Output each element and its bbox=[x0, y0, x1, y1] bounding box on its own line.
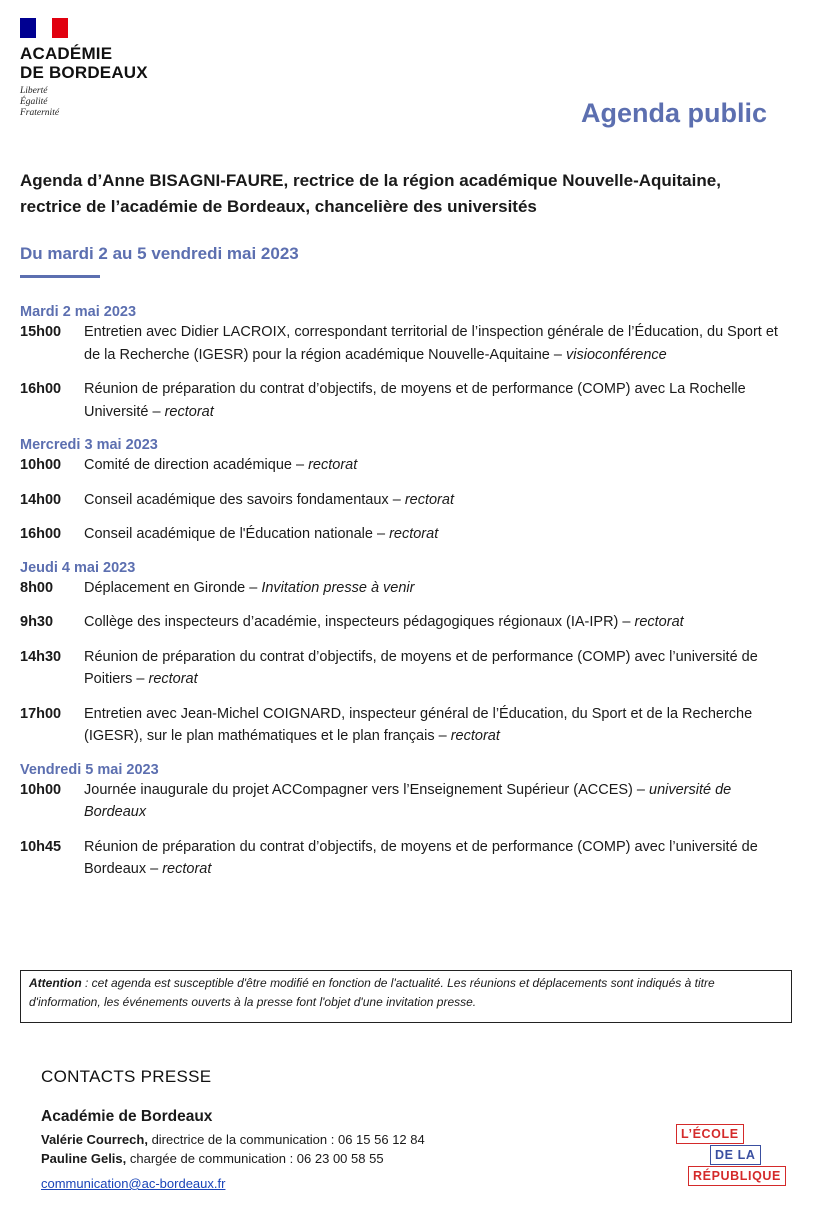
contacts-heading: CONTACTS PRESSE bbox=[41, 1067, 212, 1086]
agenda-day bbox=[20, 761, 790, 881]
contact-name: Valérie Courrech, bbox=[41, 1132, 148, 1147]
contact-role: directrice de la communication : 06 15 56 12 84 bbox=[147, 1132, 425, 1147]
event-location: rectorat bbox=[634, 614, 684, 630]
academie-logo bbox=[20, 18, 148, 119]
agenda-day bbox=[20, 303, 790, 423]
agenda-event bbox=[20, 836, 790, 881]
agenda-event bbox=[20, 454, 790, 477]
event-time: 10h00 bbox=[20, 781, 62, 798]
event-time: 17h00 bbox=[20, 705, 62, 722]
event-description bbox=[84, 703, 790, 748]
event-location: visioconférence bbox=[566, 346, 667, 363]
event-time: 16h00 bbox=[20, 526, 62, 542]
event-location: rectorat bbox=[308, 457, 358, 473]
event-location: Invitation presse à venir bbox=[261, 579, 415, 596]
event-location: rectorat bbox=[164, 403, 214, 420]
event-location: université de Bordeaux bbox=[84, 781, 732, 820]
motto-fraternite: Fraternité bbox=[20, 108, 60, 118]
contact-role: chargée de communication : 06 23 00 58 55 bbox=[126, 1151, 384, 1166]
agenda-event bbox=[20, 378, 790, 423]
agenda-event bbox=[20, 523, 790, 546]
event-time: 14h00 bbox=[20, 491, 62, 508]
page-title: Agenda d’Anne BISAGNI-FAURE, rectrice de la région académique Nouvelle-Aquitaine, rectrice de l’académie de Bordeaux, chancelière des universités bbox=[20, 171, 721, 216]
day-title: Jeudi 4 mai 2023 bbox=[20, 559, 136, 576]
motto-liberte: Liberté bbox=[20, 86, 48, 96]
motto-egalite: Égalité bbox=[20, 97, 48, 107]
day-title: Vendredi 5 mai 2023 bbox=[20, 761, 159, 778]
event-description bbox=[84, 779, 790, 824]
contact-email-link[interactable]: communication@ac-bordeaux.fr bbox=[41, 1176, 226, 1191]
event-description bbox=[84, 454, 790, 477]
ecole-logo-line2: DE LA bbox=[710, 1145, 761, 1165]
republic-motto bbox=[20, 86, 148, 119]
event-time: 14h30 bbox=[20, 648, 62, 665]
contact-person bbox=[41, 1150, 384, 1167]
event-time: 10h00 bbox=[20, 457, 62, 473]
event-time: 8h00 bbox=[20, 579, 54, 596]
event-text: Déplacement en Gironde – bbox=[84, 579, 262, 596]
event-description bbox=[84, 378, 790, 423]
event-text: Réunion de préparation du contrat d’objectifs, de moyens et de performance (COMP) avec l’université de Bordeaux – bbox=[84, 838, 758, 877]
event-text: Réunion de préparation du contrat d’objectifs, de moyens et de performance (COMP) avec La Rochelle Université – bbox=[84, 381, 746, 420]
attention-notice bbox=[20, 970, 792, 1023]
event-text: Journée inaugurale du projet ACCompagner vers l’Enseignement Supérieur (ACCES) – bbox=[84, 781, 649, 798]
agenda-event bbox=[20, 611, 790, 634]
academie-name-line1: ACADÉMIE bbox=[20, 44, 113, 63]
event-location: rectorat bbox=[404, 491, 454, 508]
agenda-day bbox=[20, 436, 790, 546]
event-location: rectorat bbox=[450, 728, 500, 744]
contact-person bbox=[41, 1131, 425, 1148]
agenda-day bbox=[20, 559, 790, 748]
agenda-event bbox=[20, 646, 790, 691]
event-location: rectorat bbox=[389, 526, 439, 542]
ecole-logo-line3: RÉPUBLIQUE bbox=[688, 1166, 786, 1186]
event-description bbox=[84, 321, 790, 366]
event-location: rectorat bbox=[162, 861, 212, 877]
event-description bbox=[84, 646, 790, 691]
event-text: Entretien avec Didier LACROIX, correspondant territorial de l’inspection générale de l’Éducation, du Sport et de la Recherche (IGESR) pour la région académique Nouvelle-Aquitaine – bbox=[84, 324, 778, 363]
attention-text: : cet agenda est susceptible d'être modifié en fonction de l'actualité. Les réunions et déplacements sont indiqués à titre d'information, les événements ouverts à la presse font l'objet d'une invitation presse. bbox=[29, 976, 715, 1009]
event-text: Réunion de préparation du contrat d’objectifs, de moyens et de performance (COMP) avec l’université de Poitiers – bbox=[84, 648, 758, 687]
event-text: Conseil académique des savoirs fondamentaux – bbox=[84, 491, 405, 508]
event-text: Entretien avec Jean-Michel COIGNARD, inspecteur général de l’Éducation, du Sport et de la Recherche (IGESR), sur le plan mathématiques et le plan français – bbox=[84, 705, 753, 744]
event-description bbox=[84, 489, 790, 512]
event-text: Conseil académique de l'Éducation nationale – bbox=[84, 526, 390, 542]
agenda-days bbox=[20, 303, 790, 894]
academie-name bbox=[20, 44, 148, 82]
agenda-event bbox=[20, 489, 790, 512]
event-time: 16h00 bbox=[20, 381, 62, 397]
academie-name-line2: DE BORDEAUX bbox=[20, 63, 148, 82]
event-time: 15h00 bbox=[20, 324, 62, 340]
ecole-logo-line1: L’ÉCOLE bbox=[676, 1124, 744, 1144]
agenda-public-heading: Agenda public bbox=[580, 98, 767, 128]
attention-label: Attention bbox=[29, 976, 82, 990]
contact-name: Pauline Gelis, bbox=[41, 1151, 127, 1166]
agenda-event bbox=[20, 703, 790, 748]
marianne-flag-icon bbox=[20, 18, 68, 38]
agenda-event bbox=[20, 321, 790, 366]
event-description bbox=[84, 577, 790, 600]
event-description bbox=[84, 611, 790, 634]
event-time: 10h45 bbox=[20, 838, 62, 855]
event-description bbox=[84, 523, 790, 546]
event-text: Comité de direction académique – bbox=[84, 457, 309, 473]
day-title: Mardi 2 mai 2023 bbox=[20, 304, 137, 320]
period-divider bbox=[20, 275, 100, 278]
event-location: rectorat bbox=[148, 671, 198, 687]
event-text: Collège des inspecteurs d’académie, inspecteurs pédagogiques régionaux (IA-IPR) – bbox=[84, 614, 635, 630]
contacts-org: Académie de Bordeaux bbox=[41, 1108, 213, 1125]
period-heading: Du mardi 2 au 5 vendredi mai 2023 bbox=[20, 244, 299, 263]
event-description bbox=[84, 836, 790, 881]
day-title: Mercredi 3 mai 2023 bbox=[20, 437, 158, 453]
agenda-event bbox=[20, 577, 790, 600]
agenda-event bbox=[20, 779, 790, 824]
event-time: 9h30 bbox=[20, 614, 54, 630]
ecole-republique-logo bbox=[676, 1124, 796, 1190]
